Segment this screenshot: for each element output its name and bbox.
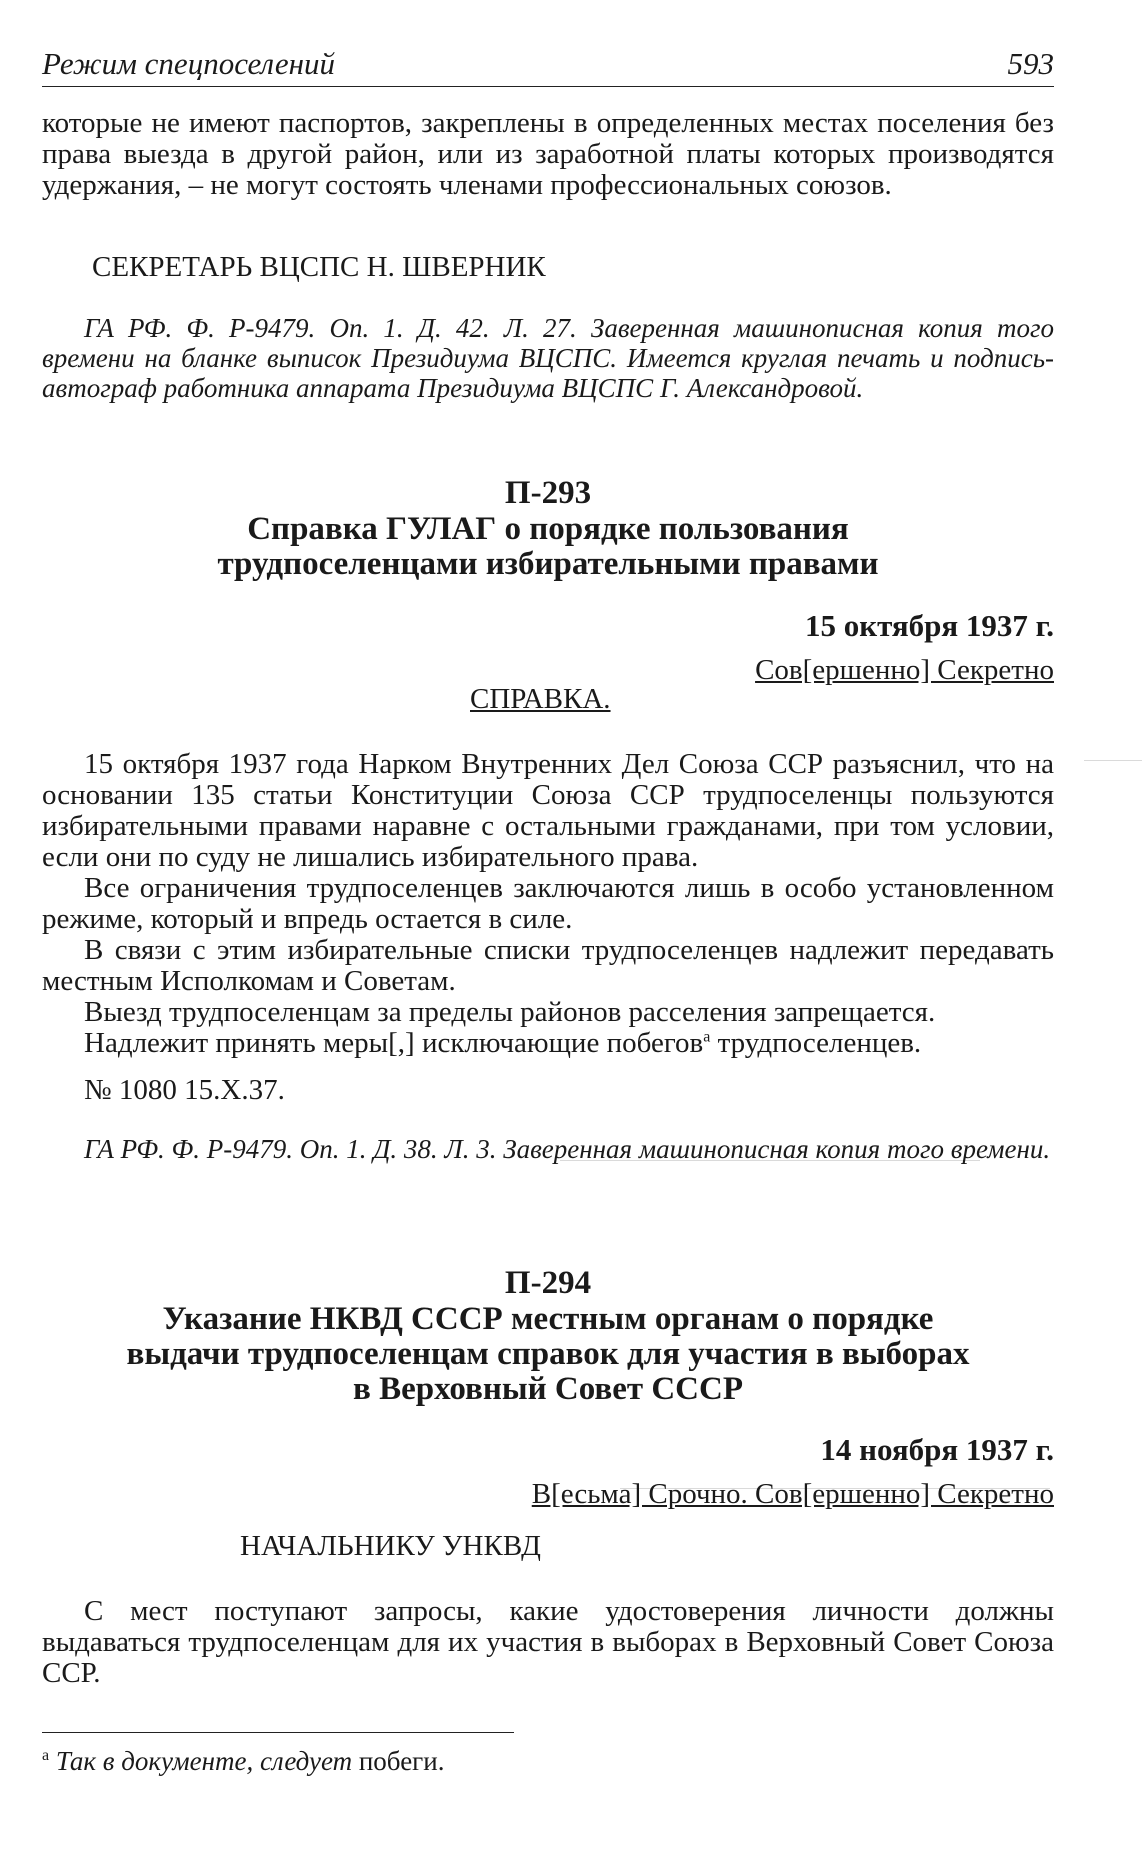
doc293-paragraph-2: Все ограничения трудпоселенцев заключаются лишь в особо установленном режиме, который и впредь остается в силе.	[42, 872, 1054, 935]
doc293-paragraph-4: Выезд трудпоселенцам за пределы районов расселения запрещается.	[84, 996, 936, 1028]
doc294-number: П-294	[504, 1265, 592, 1301]
running-header	[42, 44, 1054, 87]
doc294-title-line-1: Указание НКВД СССР местным органам о порядке	[162, 1301, 934, 1337]
footnote-separator	[42, 1732, 514, 1733]
doc293-archival-source: ГА РФ. Ф. Р-9479. Оп. 1. Д. 38. Л. 3. Заверенная машинописная копия того времени.	[84, 1134, 1051, 1164]
doc293-paragraph-3: В связи с этим избирательные списки трудпоселенцев надлежит передавать местным Исполкомам и Советам.	[42, 934, 1054, 997]
running-title: Режим спецпоселений	[42, 46, 335, 81]
doc294-addressee: НАЧАЛЬНИКУ УНКВД	[240, 1530, 541, 1562]
doc294-title-line-2: выдачи трудпоселенцам справок для участия в выборах	[126, 1336, 970, 1372]
doc293-doc-type	[42, 684, 1054, 715]
footnote-reference-mark: а	[703, 1028, 711, 1046]
doc293-number: П-293	[504, 475, 592, 511]
doc293-date: 15 октября 1937 г.	[804, 608, 1054, 643]
footnote-plain-text: побеги.	[352, 1746, 445, 1776]
doc293-doc-type-text: СПРАВКА.	[470, 683, 611, 715]
doc293-paragraph-5	[42, 1028, 1054, 1059]
doc293-reference: № 1080 15.X.37.	[84, 1074, 285, 1106]
doc293-title: Справка ГУЛАГ о порядке пользования трудпоселенцами избирательными правами	[217, 511, 879, 582]
doc294-title-line-3: в Верховный Совет СССР	[353, 1371, 743, 1407]
page-number: 593	[1007, 46, 1054, 81]
doc293-classification-text: Сов[ершенно] Секретно	[755, 654, 1054, 686]
doc293-body	[42, 749, 1054, 1059]
footnote-italic-text: Так в документе, следует	[55, 1746, 353, 1776]
doc294-paragraph: С мест поступают запросы, какие удостоверения личности должны выдаваться трудпоселенцам для их участия в выборах в Верховный Совет Союза ССР.	[42, 1595, 1054, 1689]
doc294-title	[42, 1302, 1054, 1407]
intro-archival-source: ГА РФ. Ф. Р-9479. Оп. 1. Д. 42. Л. 27. Заверенная машинописная копия того времени на бланке выписок Президиума ВЦСПС. Имеется круглая печать и подпись-автограф работника аппарата Президиума ВЦСПС Г. Александровой.	[42, 313, 1054, 403]
doc294-classification-text: В[есьма] Срочно. Сов[ершенно] Секретно	[531, 1478, 1054, 1510]
doc294-date: 14 ноября 1937 г.	[820, 1432, 1054, 1467]
footnote-mark: а	[42, 1747, 50, 1764]
footnote	[42, 1746, 444, 1776]
doc293-paragraph-1: 15 октября 1937 года Нарком Внутренних Дел Союза ССР разъяснил, что на основании 135 статьи Конституции Союза ССР трудпоселенцы пользуются избирательными правами наравне с остальными гражданами, при том условии, если они по суду не лишались избирательного права.	[42, 748, 1054, 873]
doc293-paragraph-5-text: Надлежит принять меры[,] исключающие побегов	[84, 1027, 704, 1059]
intro-paragraph: которые не имеют паспортов, закреплены в определенных местах поселения без права выезда в другой район, или из заработной платы которых производятся удержания, – не могут состоять членами профессиональных союзов.	[42, 107, 1054, 201]
doc293-classification	[42, 655, 1054, 686]
intro-signature: СЕКРЕТАРЬ ВЦСПС Н. ШВЕРНИК	[92, 251, 546, 283]
doc294-classification	[42, 1479, 1054, 1510]
doc293-paragraph-5-end: трудпоселенцев.	[710, 1027, 922, 1059]
